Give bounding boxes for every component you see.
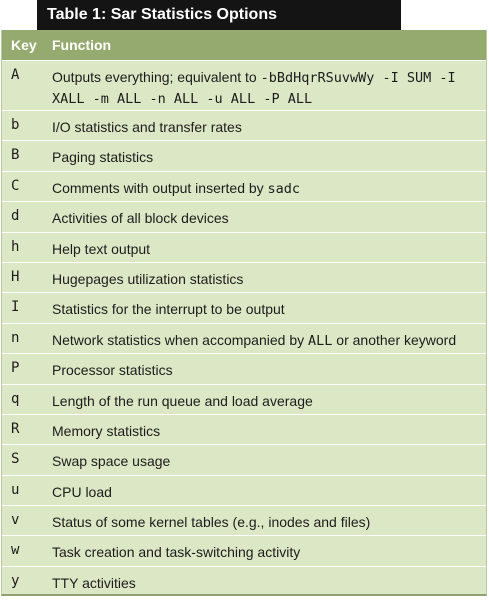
table-row bbox=[2, 60, 486, 110]
option-key: S bbox=[11, 451, 20, 468]
option-key: R bbox=[11, 420, 20, 437]
function-text: TTY activities bbox=[52, 574, 136, 591]
option-function bbox=[52, 178, 478, 199]
option-key: I bbox=[11, 299, 20, 316]
option-key: C bbox=[11, 177, 20, 194]
option-function bbox=[52, 391, 478, 411]
option-function bbox=[52, 573, 478, 593]
option-function bbox=[52, 451, 478, 471]
function-text: Memory statistics bbox=[52, 422, 161, 439]
option-function bbox=[52, 542, 478, 562]
table-row bbox=[2, 384, 486, 414]
option-key: B bbox=[11, 147, 20, 164]
option-key: H bbox=[11, 268, 20, 285]
function-text: Activities of all block devices bbox=[52, 210, 229, 227]
table-body bbox=[2, 60, 486, 596]
table-title: Table 1: Sar Statistics Options bbox=[37, 0, 401, 30]
function-text: or another keyword bbox=[332, 331, 457, 348]
option-function bbox=[52, 299, 478, 319]
function-text: Length of the run queue and load average bbox=[52, 392, 313, 409]
table-row bbox=[2, 292, 486, 322]
function-text: Hugepages utilization statistics bbox=[52, 270, 244, 287]
table-row bbox=[2, 232, 486, 262]
function-text: Statistics for the interrupt to be output bbox=[52, 301, 285, 318]
table-row bbox=[2, 414, 486, 444]
table-row bbox=[2, 323, 486, 353]
option-key: w bbox=[11, 542, 20, 559]
option-function bbox=[52, 360, 478, 380]
header-key: Key bbox=[11, 37, 37, 53]
function-text: I/O statistics and transfer rates bbox=[52, 119, 242, 135]
function-text: Status of some kernel tables (e.g., inodes and files) bbox=[52, 514, 371, 531]
table-row bbox=[2, 566, 486, 596]
table-row bbox=[2, 262, 486, 292]
option-function bbox=[52, 269, 478, 289]
table-row bbox=[2, 171, 486, 201]
table-row bbox=[2, 201, 486, 231]
option-function bbox=[52, 208, 478, 228]
option-function bbox=[52, 330, 478, 351]
header-function: Function bbox=[52, 37, 112, 53]
option-key: P bbox=[11, 360, 20, 377]
table-row bbox=[2, 353, 486, 383]
function-text: Paging statistics bbox=[52, 149, 154, 166]
options-table bbox=[1, 30, 487, 596]
table-row bbox=[2, 505, 486, 535]
option-function bbox=[52, 67, 478, 109]
table-header bbox=[2, 30, 486, 60]
function-text: Processor statistics bbox=[52, 362, 173, 379]
function-text: Network statistics when accompanied by bbox=[52, 331, 308, 348]
option-function bbox=[52, 512, 478, 532]
function-text: Task creation and task-switching activity bbox=[52, 544, 301, 561]
function-text: Swap space usage bbox=[52, 453, 171, 470]
option-key: h bbox=[11, 238, 20, 255]
function-text: Help text output bbox=[52, 240, 151, 257]
table-row bbox=[2, 535, 486, 565]
option-function bbox=[52, 239, 478, 259]
table-row bbox=[2, 444, 486, 474]
code-text: sadc bbox=[267, 180, 301, 197]
function-text: Comments with output inserted by bbox=[52, 179, 268, 196]
option-key: y bbox=[11, 572, 20, 589]
option-key: d bbox=[11, 208, 20, 225]
code-text: ALL bbox=[308, 332, 333, 349]
option-function bbox=[52, 482, 478, 502]
option-key: q bbox=[11, 390, 20, 407]
option-key: u bbox=[11, 481, 20, 498]
option-function bbox=[52, 421, 478, 441]
option-key: b bbox=[11, 117, 20, 133]
option-function bbox=[52, 147, 478, 167]
function-text: Outputs everything; equivalent to bbox=[52, 69, 261, 85]
function-text: CPU load bbox=[52, 483, 112, 500]
code-text: -bBdHqrRSuvwWy -I SUM -I XALL -m ALL -n ALL -u ALL -P ALL bbox=[52, 70, 456, 107]
option-function bbox=[52, 117, 478, 137]
table-row bbox=[2, 110, 486, 140]
table-row bbox=[2, 140, 486, 170]
option-key: v bbox=[11, 512, 20, 529]
table-row bbox=[2, 475, 486, 505]
option-key: A bbox=[11, 67, 20, 83]
option-key: n bbox=[11, 329, 20, 346]
